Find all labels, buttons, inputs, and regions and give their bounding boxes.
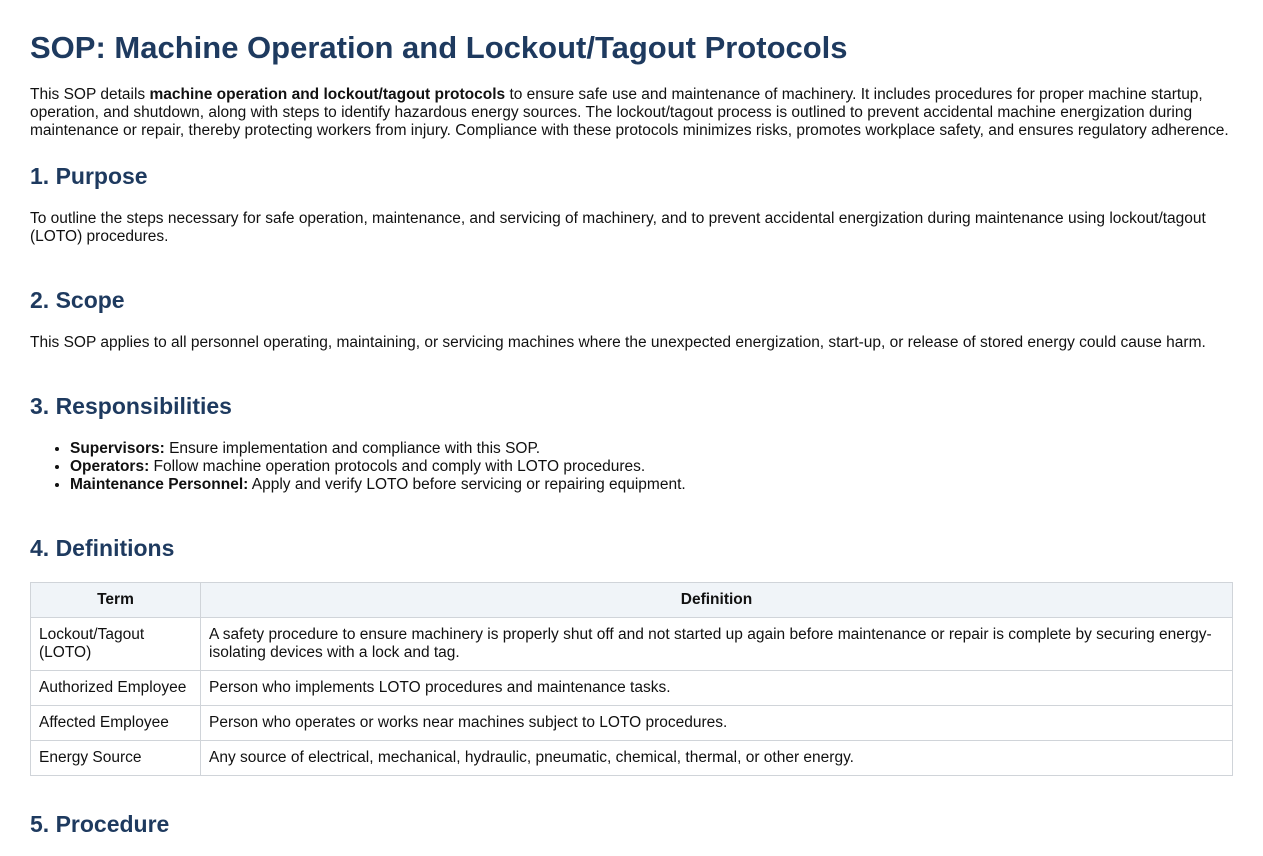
definitions-table — [30, 582, 1233, 776]
list-item — [70, 476, 1233, 494]
column-header-term: Term — [31, 583, 201, 618]
page-title: SOP: Machine Operation and Lockout/Tagout Protocols — [30, 30, 848, 65]
table-row — [31, 618, 1233, 671]
intro-bold: machine operation and lockout/tagout protocols — [149, 86, 506, 103]
definitions-heading: 4. Definitions — [30, 535, 175, 561]
purpose-text: To outline the steps necessary for safe operation, maintenance, and servicing of machinery, and to prevent accidental energization during maintenance using lockout/tagout (LOTO) procedures. — [30, 210, 1206, 245]
role-label: Maintenance Personnel: — [70, 476, 249, 493]
term-cell: Affected Employee — [31, 706, 201, 741]
table-row — [31, 741, 1233, 776]
role-text: Follow machine operation protocols and comply with LOTO procedures. — [149, 458, 646, 475]
intro-paragraph — [30, 86, 1233, 140]
role-label: Operators: — [70, 458, 150, 475]
term-cell: Energy Source — [31, 741, 201, 776]
definition-cell: Person who operates or works near machines subject to LOTO procedures. — [201, 706, 1233, 741]
table-header-row — [31, 583, 1233, 618]
role-label: Supervisors: — [70, 440, 165, 457]
list-item — [70, 458, 1233, 476]
purpose-heading: 1. Purpose — [30, 163, 148, 189]
definition-cell: Any source of electrical, mechanical, hydraulic, pneumatic, chemical, thermal, or other energy. — [201, 741, 1233, 776]
table-row — [31, 706, 1233, 741]
intro-prefix: This SOP details — [30, 86, 150, 103]
term-cell: Lockout/Tagout (LOTO) — [31, 618, 201, 671]
term-cell: Authorized Employee — [31, 671, 201, 706]
definition-cell: Person who implements LOTO procedures and maintenance tasks. — [201, 671, 1233, 706]
responsibilities-list — [30, 440, 1233, 494]
scope-text: This SOP applies to all personnel operating, maintaining, or servicing machines where the unexpected energization, start-up, or release of stored energy could cause harm. — [30, 334, 1206, 351]
intro-suffix: to ensure safe use and maintenance of machinery. It includes procedures for proper machine startup, operation, and shutdown, along with steps to identify hazardous energy sources. The lockout/tagout process is outlined to prevent accidental machine energization during maintenance or repair, thereby protecting workers from injury. Compliance with these protocols minimizes risks, promotes workplace safety, and ensures regulatory adherence. — [30, 86, 1229, 139]
role-text: Apply and verify LOTO before servicing or repairing equipment. — [248, 476, 686, 493]
responsibilities-heading: 3. Responsibilities — [30, 393, 232, 419]
table-row — [31, 671, 1233, 706]
role-text: Ensure implementation and compliance with this SOP. — [164, 440, 541, 457]
scope-heading: 2. Scope — [30, 287, 125, 313]
list-item — [70, 440, 1233, 458]
definition-cell: A safety procedure to ensure machinery is properly shut off and not started up again before maintenance or repair is complete by securing energy-isolating devices with a lock and tag. — [201, 618, 1233, 671]
procedure-heading: 5. Procedure — [30, 811, 170, 837]
column-header-definition: Definition — [201, 583, 1233, 618]
